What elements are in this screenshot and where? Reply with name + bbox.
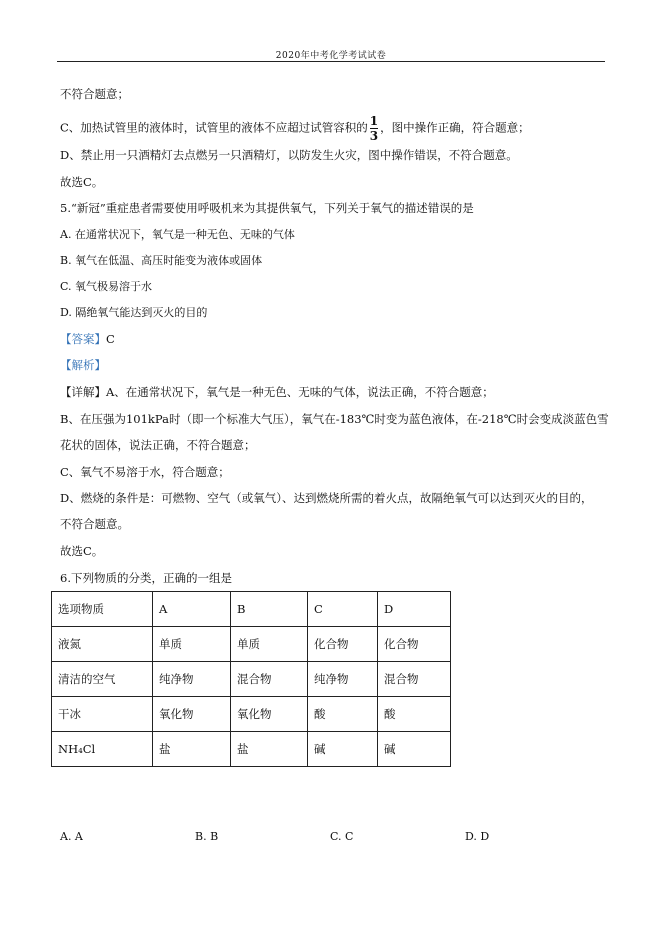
table-cell: 盐 — [153, 732, 231, 767]
table-row — [52, 732, 451, 767]
q6-answer-a: A. A — [60, 830, 83, 843]
table-cell: 纯净物 — [153, 662, 231, 697]
table-cell: 氧化物 — [153, 697, 231, 732]
analysis-tag: 【解析】 — [60, 358, 106, 372]
q5-detail-d2: 不符合题意。 — [60, 517, 129, 531]
table-header-cell: A — [153, 592, 231, 627]
q6-answer-b: B. B — [195, 830, 219, 843]
q5-option-a: A. 在通常状况下，氧气是一种无色、无味的气体 — [60, 228, 295, 241]
table-cell: 酸 — [378, 697, 451, 732]
q5-detail-a: 【详解】A、在通常状况下，氧气是一种无色、无味的气体，说法正确，不符合题意； — [60, 385, 494, 399]
q6-stem: 6.下列物质的分类，正确的一组是 — [60, 571, 232, 585]
q5-detail-b1: B、在压强为101kPa时（即一个标准大气压），氧气在-183℃时变为蓝色液体，在-218℃时会变成淡蓝色雪 — [60, 412, 609, 426]
table-cell: 单质 — [153, 627, 231, 662]
table-cell: 液氮 — [52, 627, 153, 662]
q5-answer — [60, 331, 115, 347]
fraction-denominator: 3 — [369, 129, 379, 143]
classification-table — [51, 591, 451, 767]
table-cell: 混合物 — [378, 662, 451, 697]
table-cell: 混合物 — [231, 662, 308, 697]
table-cell: 纯净物 — [308, 662, 378, 697]
q5-option-b: B. 氧气在低温、高压时能变为液体或固体 — [60, 254, 263, 267]
prev-line-c — [60, 115, 530, 142]
table-cell: 碱 — [308, 732, 378, 767]
table-row — [52, 662, 451, 697]
table-cell: 单质 — [231, 627, 308, 662]
table-row — [52, 627, 451, 662]
q5-option-d: D. 隔绝氧气能达到灭火的目的 — [60, 306, 208, 319]
table-header-cell: B — [231, 592, 308, 627]
table-cell: 化合物 — [378, 627, 451, 662]
q5-detail-c: C、氧气不易溶于水，符合题意； — [60, 465, 230, 479]
table-header-cell: 选项物质 — [52, 592, 153, 627]
table-cell: 碱 — [378, 732, 451, 767]
q5-conclusion: 故选C。 — [60, 544, 104, 558]
prev-line-c-tail: ，图中操作正确，符合题意； — [380, 120, 530, 135]
table-row — [52, 697, 451, 732]
q5-stem: 5.“新冠”重症患者需要使用呼吸机来为其提供氧气，下列关于氧气的描述错误的是 — [60, 201, 474, 215]
fraction-one-third — [370, 115, 378, 142]
table-cell: 干冰 — [52, 697, 153, 732]
table-cell: 酸 — [308, 697, 378, 732]
table-cell: NH₄Cl — [52, 732, 153, 767]
table-header-row — [52, 592, 451, 627]
q6-answer-c: C. C — [330, 830, 354, 843]
table-header-cell: D — [378, 592, 451, 627]
q6-answer-d: D. D — [465, 830, 490, 843]
table-cell: 氧化物 — [231, 697, 308, 732]
answer-value: C — [106, 332, 115, 346]
q5-detail-b2: 花状的固体，说法正确，不符合题意； — [60, 438, 256, 452]
q5-detail-d1: D、燃烧的条件是：可燃物、空气（或氧气）、达到燃烧所需的着火点，故隔绝氧气可以达到灭火的目的， — [60, 491, 593, 505]
table-cell: 盐 — [231, 732, 308, 767]
prev-line-c-text: C、加热试管里的液体时，试管里的液体不应超过试管容积的 — [60, 120, 368, 135]
table-header-cell: C — [308, 592, 378, 627]
table-cell: 清洁的空气 — [52, 662, 153, 697]
table-cell: 化合物 — [308, 627, 378, 662]
answer-tag: 【答案】 — [60, 332, 106, 346]
fraction-numerator: 1 — [369, 114, 379, 128]
prev-line-d: D、禁止用一只酒精灯去点燃另一只酒精灯，以防发生火灾，图中操作错误，不符合题意。 — [60, 148, 518, 162]
q5-option-c: C. 氧气极易溶于水 — [60, 280, 153, 293]
prev-conclusion: 故选C。 — [60, 175, 104, 189]
prev-line-1: 不符合题意； — [60, 87, 129, 101]
page-header: 2020年中考化学考试试卷 — [275, 51, 387, 61]
header-rule — [57, 61, 605, 62]
